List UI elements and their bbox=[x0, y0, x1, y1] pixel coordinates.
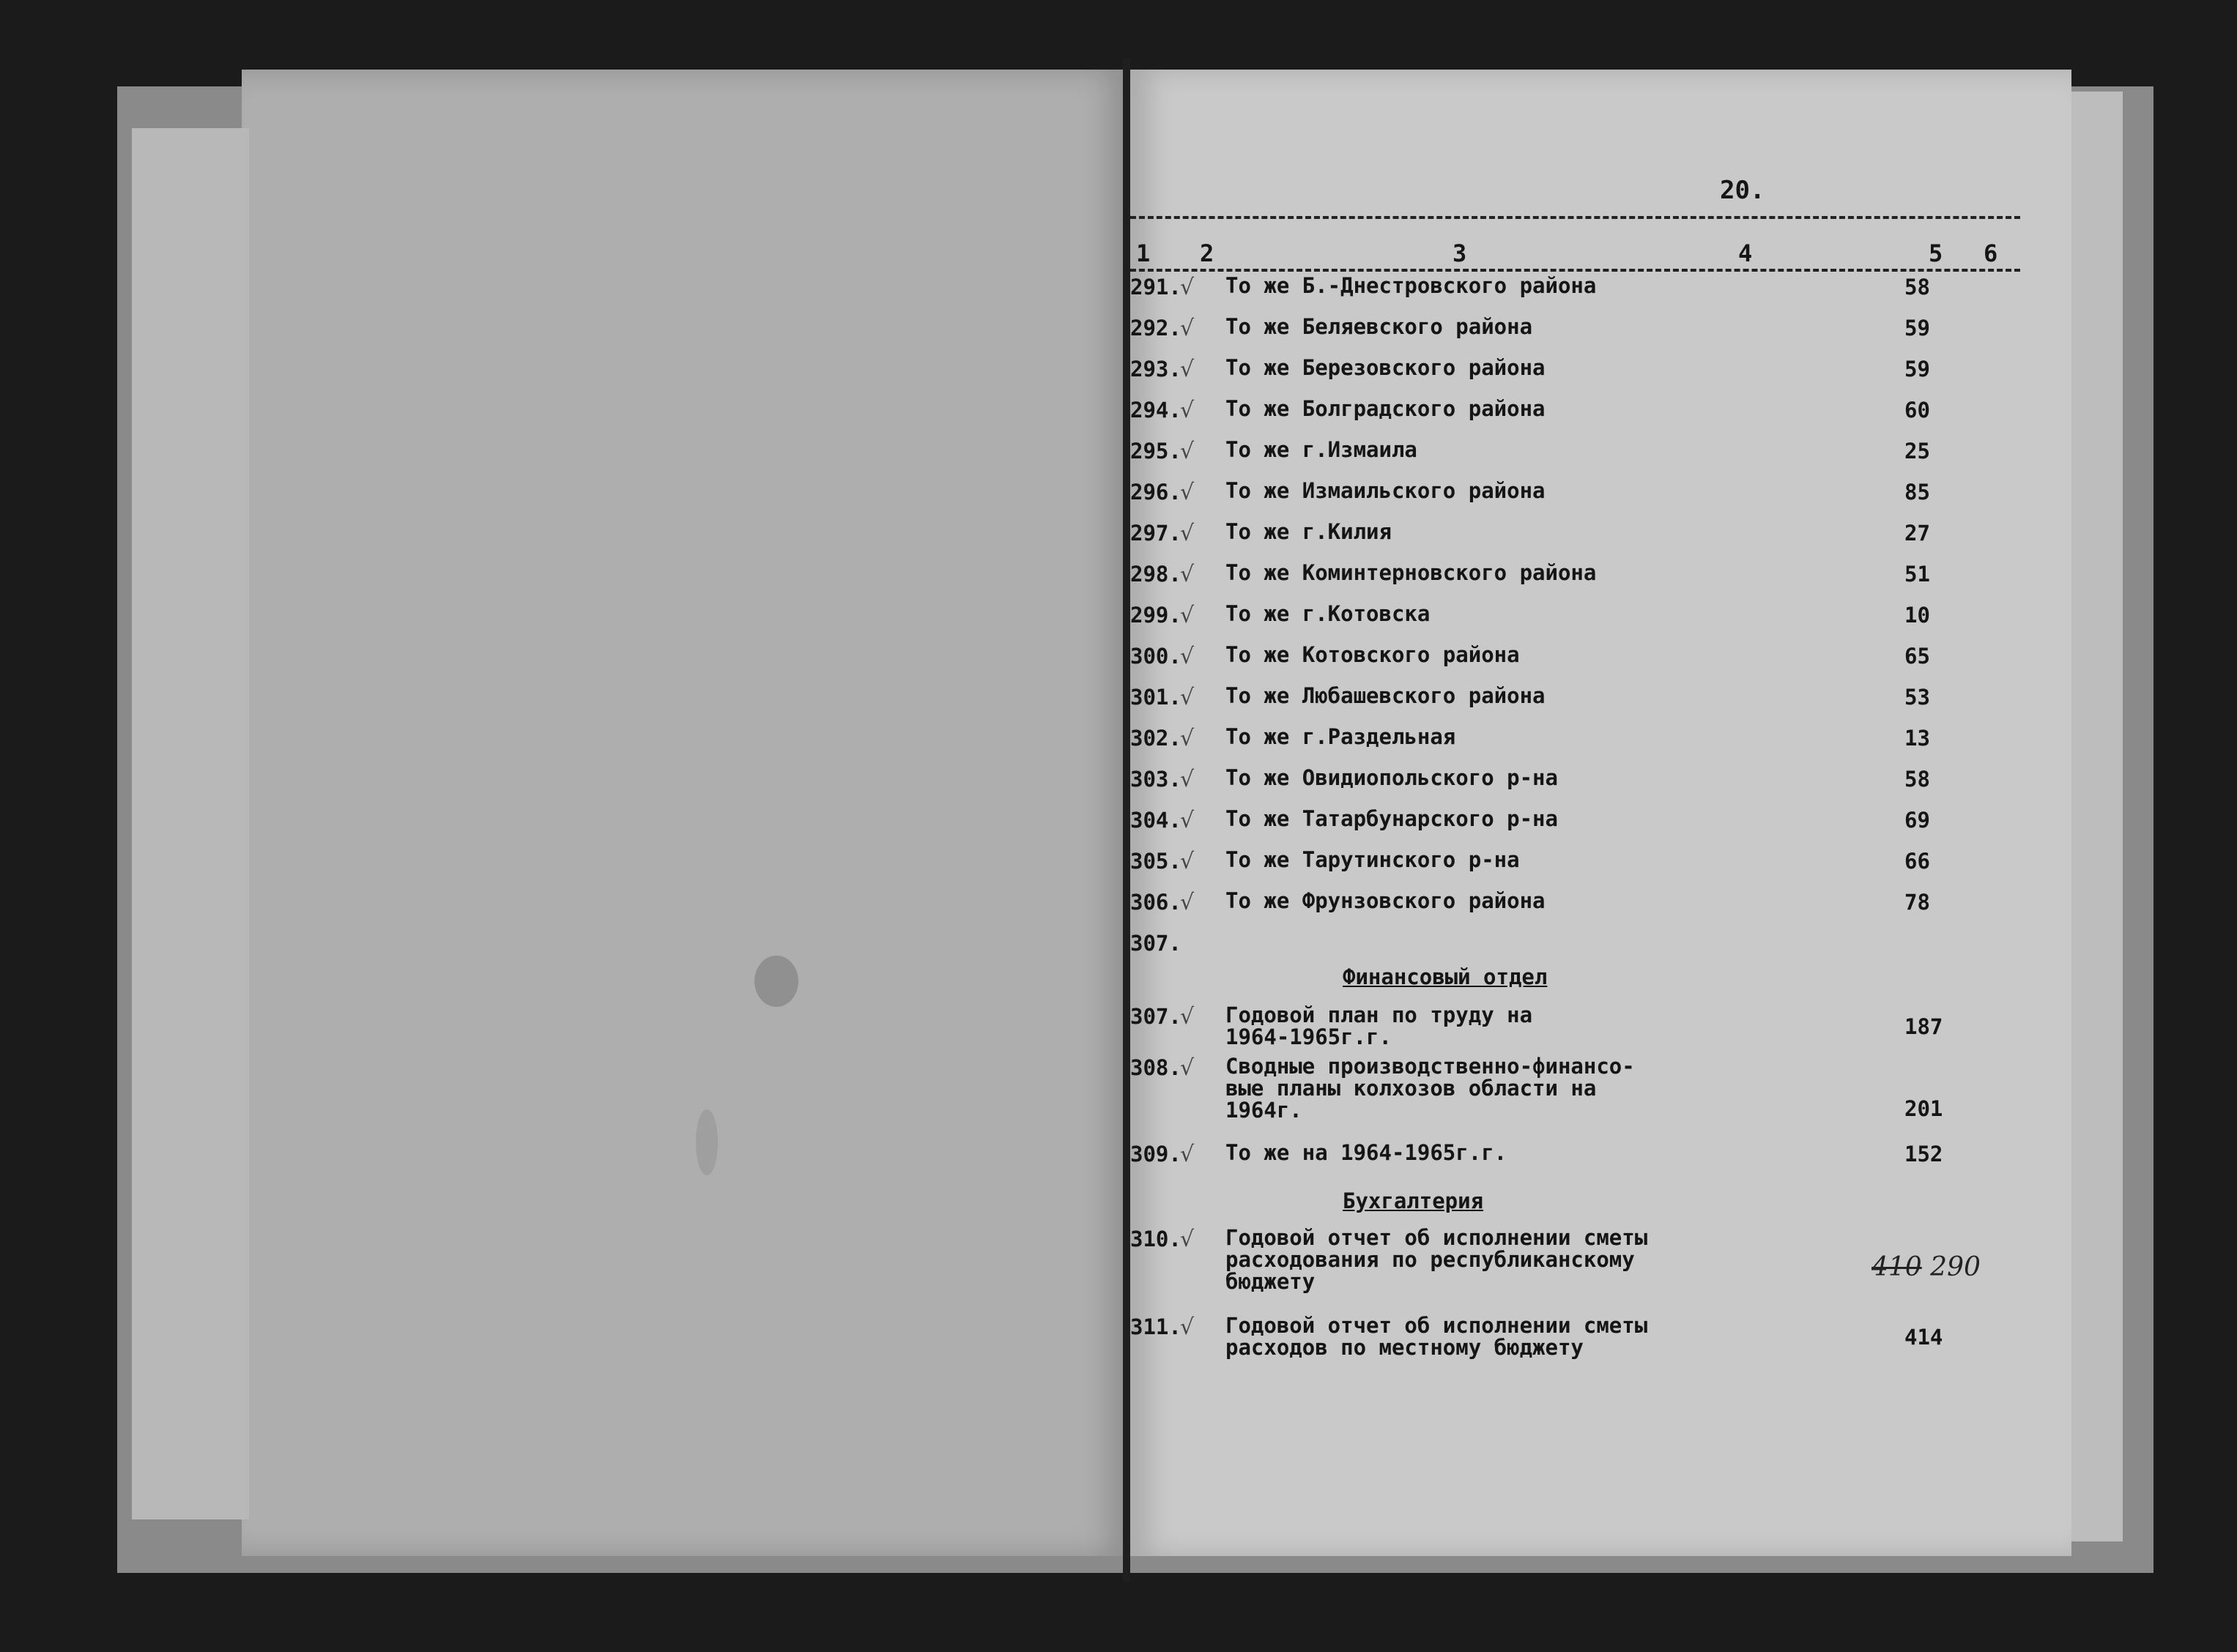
header-col-5: 5 bbox=[1929, 239, 1943, 267]
row-number: 307. bbox=[1130, 931, 1181, 956]
row-page: 65 bbox=[1904, 644, 1930, 669]
row-number: 297. bbox=[1130, 521, 1181, 546]
page-leaves bbox=[2071, 92, 2123, 1541]
row-number: 300. bbox=[1130, 644, 1181, 669]
row-number: 309. bbox=[1130, 1142, 1181, 1167]
list-item bbox=[1130, 726, 2038, 770]
row-page: 59 bbox=[1904, 357, 1930, 382]
list-item bbox=[1130, 849, 2038, 893]
check-mark: √ bbox=[1180, 439, 1195, 464]
row-page: 10 bbox=[1904, 603, 1930, 628]
row-text: То же на 1964-1965г.г. bbox=[1225, 1140, 1507, 1165]
list-item bbox=[1130, 767, 2038, 811]
check-mark: √ bbox=[1180, 603, 1195, 628]
list-item bbox=[1130, 931, 2038, 975]
list-item bbox=[1130, 603, 2038, 647]
row-page: 69 bbox=[1904, 808, 1930, 833]
header-col-3: 3 bbox=[1453, 239, 1467, 267]
row-text: То же г.Раздельная bbox=[1225, 724, 1456, 749]
header-rule-top bbox=[1130, 216, 2020, 219]
row-page: 414 bbox=[1904, 1325, 1943, 1350]
row-number: 311. bbox=[1130, 1314, 1181, 1339]
row-page: 78 bbox=[1904, 890, 1930, 915]
row-text: То же г.Котовска bbox=[1225, 601, 1431, 626]
row-page: 58 bbox=[1904, 767, 1930, 792]
row-text: То же Тарутинского р-на bbox=[1225, 847, 1520, 872]
row-text: То же Б.-Днестровского района bbox=[1225, 273, 1597, 298]
row-text: То же г.Измаила bbox=[1225, 437, 1417, 462]
list-item bbox=[1130, 1055, 2038, 1136]
row-page: 201 bbox=[1904, 1096, 1943, 1121]
check-mark: √ bbox=[1180, 480, 1195, 505]
list-item bbox=[1130, 1314, 2038, 1366]
check-mark: √ bbox=[1180, 521, 1195, 546]
list-item bbox=[1130, 316, 2038, 360]
row-page: 85 bbox=[1904, 480, 1930, 505]
section-heading-accounting: Бухгалтерия bbox=[1343, 1188, 1484, 1213]
check-mark: √ bbox=[1180, 357, 1195, 382]
list-item bbox=[1130, 1142, 2038, 1186]
header-rule-bottom bbox=[1130, 269, 2020, 272]
row-text: Годовой отчет об исполнении сметы расходования по республиканскому бюджету bbox=[1225, 1225, 1648, 1294]
check-mark: √ bbox=[1180, 1004, 1195, 1030]
check-mark: √ bbox=[1180, 1314, 1195, 1340]
section-heading-finance: Финансовый отдел bbox=[1343, 964, 1548, 989]
list-item bbox=[1130, 480, 2038, 524]
row-page: 51 bbox=[1904, 562, 1930, 587]
corrected-page-number: 290 bbox=[1930, 1252, 1981, 1282]
header-col-6: 6 bbox=[1984, 239, 1998, 267]
list-item bbox=[1130, 398, 2038, 442]
list-item bbox=[1130, 1004, 2038, 1055]
check-mark: √ bbox=[1180, 726, 1195, 751]
row-text: То же Татарбунарского р-на bbox=[1225, 806, 1558, 831]
row-page: 152 bbox=[1904, 1142, 1943, 1167]
left-page-edge bbox=[132, 128, 249, 1519]
header-col-4: 4 bbox=[1738, 239, 1753, 267]
row-number: 308. bbox=[1130, 1055, 1181, 1080]
row-text: Годовой план по труду на 1964-1965г.г. bbox=[1225, 1002, 1533, 1049]
row-page: 27 bbox=[1904, 521, 1930, 546]
row-number: 293. bbox=[1130, 357, 1181, 382]
right-page bbox=[1130, 70, 2071, 1556]
row-text: То же Беляевского района bbox=[1225, 314, 1533, 339]
check-mark: √ bbox=[1180, 398, 1195, 423]
check-mark: √ bbox=[1180, 849, 1195, 874]
left-page-stain bbox=[696, 1109, 718, 1175]
row-number: 304. bbox=[1130, 808, 1181, 833]
check-mark: √ bbox=[1180, 1142, 1195, 1167]
left-page-stain bbox=[754, 956, 798, 1007]
row-text: То же г.Килия bbox=[1225, 519, 1392, 544]
row-number: 291. bbox=[1130, 275, 1181, 299]
row-text: То же Болградского района bbox=[1225, 396, 1546, 421]
row-number: 292. bbox=[1130, 316, 1181, 341]
row-text: Годовой отчет об исполнении сметы расходов по местному бюджету bbox=[1225, 1313, 1648, 1360]
row-number: 299. bbox=[1130, 603, 1181, 628]
row-text: То же Котовского района bbox=[1225, 642, 1520, 667]
row-page: 13 bbox=[1904, 726, 1930, 751]
row-number: 294. bbox=[1130, 398, 1181, 423]
list-item bbox=[1130, 890, 2038, 934]
check-mark: √ bbox=[1180, 562, 1195, 587]
header-col-2: 2 bbox=[1200, 239, 1214, 267]
check-mark: √ bbox=[1180, 890, 1195, 915]
list-item bbox=[1130, 562, 2038, 606]
list-item bbox=[1130, 808, 2038, 852]
list-item bbox=[1130, 275, 2038, 319]
row-number: 298. bbox=[1130, 562, 1181, 587]
row-page: 58 bbox=[1904, 275, 1930, 299]
row-number: 305. bbox=[1130, 849, 1181, 874]
row-text: То же Любашевского района bbox=[1225, 683, 1546, 708]
row-text: То же Овидиопольского р-на bbox=[1225, 765, 1558, 790]
check-mark: √ bbox=[1180, 1227, 1195, 1252]
row-number: 302. bbox=[1130, 726, 1181, 751]
row-page: 60 bbox=[1904, 398, 1930, 423]
row-number: 296. bbox=[1130, 480, 1181, 505]
row-page: 53 bbox=[1904, 685, 1930, 710]
check-mark: √ bbox=[1180, 808, 1195, 833]
row-number: 301. bbox=[1130, 685, 1181, 710]
row-page: 59 bbox=[1904, 316, 1930, 341]
check-mark: √ bbox=[1180, 685, 1195, 710]
handwritten-page-number bbox=[1871, 1252, 1981, 1282]
row-number: 306. bbox=[1130, 890, 1181, 915]
row-text: То же Березовского района bbox=[1225, 355, 1546, 380]
row-text: Сводные производственно-финансо- вые планы колхозов области на 1964г. bbox=[1225, 1054, 1635, 1123]
check-mark: √ bbox=[1180, 275, 1195, 300]
book-gutter bbox=[1123, 59, 1130, 1582]
document-content bbox=[1130, 70, 2071, 1556]
list-item bbox=[1130, 644, 2038, 688]
row-text: То же Фрунзовского района bbox=[1225, 888, 1546, 913]
row-page: 187 bbox=[1904, 1014, 1943, 1039]
header-col-1: 1 bbox=[1136, 239, 1151, 267]
list-item bbox=[1130, 685, 2038, 729]
check-mark: √ bbox=[1180, 1055, 1195, 1081]
struck-page-number: 410 bbox=[1871, 1252, 1922, 1282]
row-number: 310. bbox=[1130, 1227, 1181, 1251]
check-mark: √ bbox=[1180, 644, 1195, 669]
row-page: 66 bbox=[1904, 849, 1930, 874]
row-text: То же Коминтерновского района bbox=[1225, 560, 1597, 585]
row-number: 307. bbox=[1130, 1004, 1181, 1029]
row-number: 303. bbox=[1130, 767, 1181, 792]
check-mark: √ bbox=[1180, 767, 1195, 792]
left-page-blank bbox=[242, 70, 1132, 1556]
list-item bbox=[1130, 439, 2038, 483]
row-text: То же Измаильского района bbox=[1225, 478, 1546, 503]
page-number: 20. bbox=[1720, 176, 1765, 205]
row-number: 295. bbox=[1130, 439, 1181, 464]
check-mark: √ bbox=[1180, 316, 1195, 341]
list-item bbox=[1130, 521, 2038, 565]
list-item bbox=[1130, 357, 2038, 401]
row-page: 25 bbox=[1904, 439, 1930, 464]
